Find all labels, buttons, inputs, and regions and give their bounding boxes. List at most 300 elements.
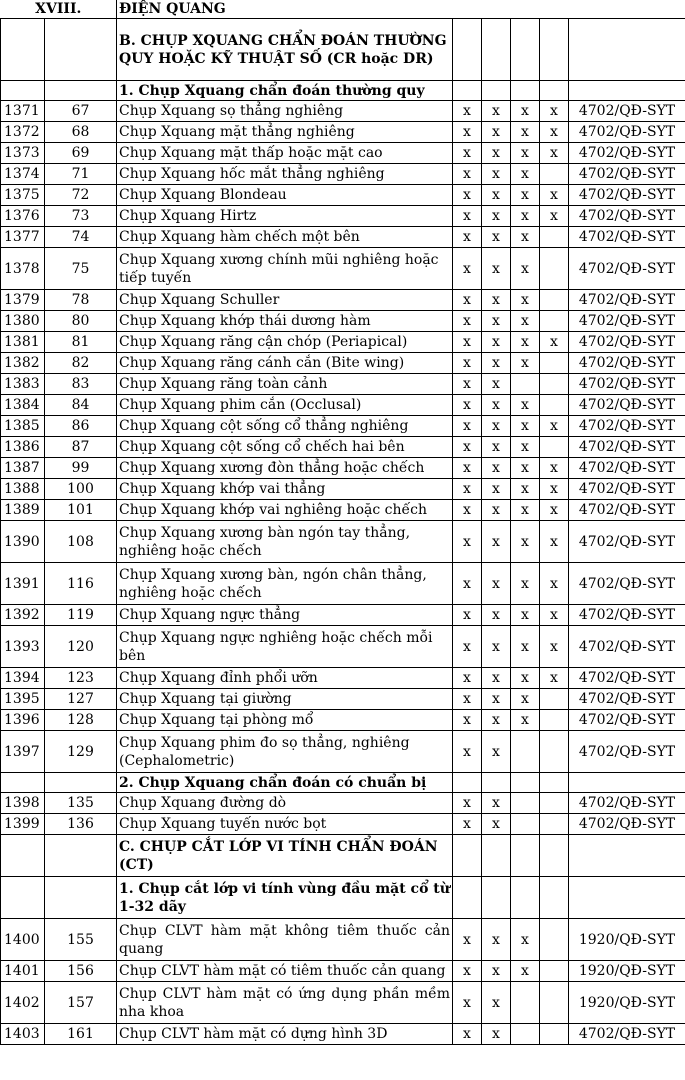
row-level-mark-c: x	[511, 206, 540, 227]
row-procedure-name: Chụp Xquang sọ thẳng nghiêng	[117, 101, 453, 122]
row-level-mark-c: x	[511, 311, 540, 332]
row-code-number: 72	[45, 185, 117, 206]
row-stt: 1381	[1, 332, 45, 353]
empty-cell	[482, 19, 511, 81]
row-stt: 1397	[1, 731, 45, 773]
row-procedure-name: Chụp Xquang tại giường	[117, 689, 453, 710]
table-row	[1, 353, 685, 374]
row-decision-code: 1920/QĐ-SYT	[569, 961, 685, 982]
row-level-mark-b: x	[482, 143, 511, 164]
empty-cell	[540, 81, 569, 101]
row-stt: 1395	[1, 689, 45, 710]
empty-cell	[1, 877, 45, 919]
row-level-mark-b: x	[482, 793, 511, 814]
row-decision-code: 4702/QĐ-SYT	[569, 227, 685, 248]
row-level-mark-b: x	[482, 605, 511, 626]
empty-cell	[453, 877, 482, 919]
table-row	[1, 961, 685, 982]
row-level-mark-d: x	[540, 206, 569, 227]
row-stt: 1402	[1, 982, 45, 1024]
row-level-mark-d: x	[540, 479, 569, 500]
row-level-mark-d	[540, 374, 569, 395]
row-level-mark-c: x	[511, 605, 540, 626]
row-level-mark-b: x	[482, 689, 511, 710]
table-row	[1, 227, 685, 248]
row-level-mark-c	[511, 374, 540, 395]
table-row	[1, 689, 685, 710]
row-stt: 1377	[1, 227, 45, 248]
empty-cell	[45, 81, 117, 101]
row-level-mark-d: x	[540, 500, 569, 521]
row-level-mark-c: x	[511, 521, 540, 563]
row-code-number: 155	[45, 919, 117, 961]
row-level-mark-d: x	[540, 101, 569, 122]
empty-cell	[540, 773, 569, 793]
row-procedure-name: Chụp Xquang khớp vai thẳng	[117, 479, 453, 500]
row-level-mark-b: x	[482, 185, 511, 206]
row-stt: 1383	[1, 374, 45, 395]
row-procedure-name: Chụp Xquang răng toàn cảnh	[117, 374, 453, 395]
row-decision-code: 4702/QĐ-SYT	[569, 731, 685, 773]
row-procedure-name: Chụp CLVT hàm mặt có dựng hình 3D	[117, 1024, 453, 1045]
row-level-mark-a: x	[453, 206, 482, 227]
row-stt: 1382	[1, 353, 45, 374]
empty-cell	[540, 877, 569, 919]
row-level-mark-b: x	[482, 353, 511, 374]
row-level-mark-c: x	[511, 290, 540, 311]
row-level-mark-c: x	[511, 689, 540, 710]
row-level-mark-d: x	[540, 122, 569, 143]
row-stt: 1401	[1, 961, 45, 982]
row-level-mark-d	[540, 919, 569, 961]
row-stt: 1396	[1, 710, 45, 731]
row-level-mark-a: x	[453, 374, 482, 395]
table-row	[1, 332, 685, 353]
table-row	[1, 710, 685, 731]
chapter-title: ĐIỆN QUANG	[117, 0, 685, 19]
table-row	[1, 479, 685, 500]
empty-cell	[569, 773, 685, 793]
table-row	[1, 143, 685, 164]
row-level-mark-d	[540, 227, 569, 248]
row-level-mark-d: x	[540, 605, 569, 626]
table-row	[1, 248, 685, 290]
subsection-heading-row	[1, 877, 685, 919]
row-level-mark-a: x	[453, 290, 482, 311]
table-row	[1, 416, 685, 437]
row-level-mark-a: x	[453, 919, 482, 961]
row-level-mark-b: x	[482, 164, 511, 185]
row-procedure-name: Chụp CLVT hàm mặt có ứng dụng phần mềm nha khoa	[117, 982, 453, 1024]
row-level-mark-c	[511, 1024, 540, 1045]
row-decision-code: 4702/QĐ-SYT	[569, 122, 685, 143]
row-decision-code: 4702/QĐ-SYT	[569, 1024, 685, 1045]
empty-cell	[45, 835, 117, 877]
row-code-number: 100	[45, 479, 117, 500]
row-level-mark-a: x	[453, 227, 482, 248]
row-level-mark-c: x	[511, 332, 540, 353]
row-level-mark-b: x	[482, 416, 511, 437]
row-decision-code: 4702/QĐ-SYT	[569, 101, 685, 122]
row-decision-code: 4702/QĐ-SYT	[569, 605, 685, 626]
empty-cell	[453, 773, 482, 793]
section-heading-row	[1, 835, 685, 877]
row-code-number: 86	[45, 416, 117, 437]
row-procedure-name: Chụp Xquang cột sống cổ thẳng nghiêng	[117, 416, 453, 437]
row-procedure-name: Chụp Xquang Blondeau	[117, 185, 453, 206]
row-code-number: 135	[45, 793, 117, 814]
row-decision-code: 4702/QĐ-SYT	[569, 332, 685, 353]
row-stt: 1398	[1, 793, 45, 814]
row-code-number: 156	[45, 961, 117, 982]
row-level-mark-a: x	[453, 1024, 482, 1045]
row-procedure-name: Chụp Xquang hàm chếch một bên	[117, 227, 453, 248]
row-level-mark-c: x	[511, 919, 540, 961]
row-decision-code: 4702/QĐ-SYT	[569, 437, 685, 458]
row-level-mark-a: x	[453, 332, 482, 353]
row-decision-code: 4702/QĐ-SYT	[569, 395, 685, 416]
table-row	[1, 185, 685, 206]
row-procedure-name: Chụp Xquang tại phòng mổ	[117, 710, 453, 731]
row-level-mark-c: x	[511, 353, 540, 374]
table-row	[1, 731, 685, 773]
row-level-mark-b: x	[482, 122, 511, 143]
row-stt: 1385	[1, 416, 45, 437]
row-code-number: 75	[45, 248, 117, 290]
chapter-row	[1, 0, 685, 19]
row-procedure-name: Chụp Xquang hốc mắt thẳng nghiêng	[117, 164, 453, 185]
row-level-mark-a: x	[453, 500, 482, 521]
row-level-mark-a: x	[453, 793, 482, 814]
row-level-mark-d	[540, 689, 569, 710]
row-level-mark-a: x	[453, 710, 482, 731]
row-stt: 1393	[1, 626, 45, 668]
row-decision-code: 4702/QĐ-SYT	[569, 143, 685, 164]
row-code-number: 129	[45, 731, 117, 773]
row-decision-code: 4702/QĐ-SYT	[569, 500, 685, 521]
row-level-mark-b: x	[482, 521, 511, 563]
row-decision-code: 4702/QĐ-SYT	[569, 416, 685, 437]
row-level-mark-d	[540, 1024, 569, 1045]
row-stt: 1374	[1, 164, 45, 185]
row-level-mark-b: x	[482, 814, 511, 835]
row-decision-code: 4702/QĐ-SYT	[569, 521, 685, 563]
row-stt: 1387	[1, 458, 45, 479]
row-procedure-name: Chụp Xquang đỉnh phổi ưỡn	[117, 668, 453, 689]
row-decision-code: 1920/QĐ-SYT	[569, 919, 685, 961]
row-level-mark-a: x	[453, 605, 482, 626]
row-procedure-name: Chụp Xquang mặt thấp hoặc mặt cao	[117, 143, 453, 164]
row-stt: 1372	[1, 122, 45, 143]
row-procedure-name: Chụp Xquang ngực nghiêng hoặc chếch mỗi bên	[117, 626, 453, 668]
row-decision-code: 4702/QĐ-SYT	[569, 374, 685, 395]
empty-cell	[45, 19, 117, 81]
table-row	[1, 374, 685, 395]
empty-cell	[540, 835, 569, 877]
section-heading-row	[1, 19, 685, 81]
table-row	[1, 395, 685, 416]
row-level-mark-c	[511, 982, 540, 1024]
row-code-number: 67	[45, 101, 117, 122]
row-code-number: 161	[45, 1024, 117, 1045]
row-code-number: 78	[45, 290, 117, 311]
table-row	[1, 626, 685, 668]
row-code-number: 73	[45, 206, 117, 227]
row-level-mark-c: x	[511, 563, 540, 605]
row-stt: 1376	[1, 206, 45, 227]
table-row	[1, 668, 685, 689]
row-level-mark-b: x	[482, 1024, 511, 1045]
row-decision-code: 4702/QĐ-SYT	[569, 563, 685, 605]
row-level-mark-c: x	[511, 479, 540, 500]
row-decision-code: 1920/QĐ-SYT	[569, 982, 685, 1024]
subsection-heading-row	[1, 81, 685, 101]
row-procedure-name: Chụp CLVT hàm mặt có tiêm thuốc cản quang	[117, 961, 453, 982]
empty-cell	[511, 877, 540, 919]
row-level-mark-c: x	[511, 416, 540, 437]
empty-cell	[482, 773, 511, 793]
row-level-mark-b: x	[482, 374, 511, 395]
row-procedure-name: Chụp Xquang khớp thái dương hàm	[117, 311, 453, 332]
row-stt: 1379	[1, 290, 45, 311]
row-decision-code: 4702/QĐ-SYT	[569, 689, 685, 710]
empty-cell	[453, 19, 482, 81]
row-level-mark-d: x	[540, 416, 569, 437]
row-code-number: 69	[45, 143, 117, 164]
row-procedure-name: Chụp Xquang mặt thẳng nghiêng	[117, 122, 453, 143]
row-decision-code: 4702/QĐ-SYT	[569, 710, 685, 731]
row-level-mark-a: x	[453, 311, 482, 332]
row-level-mark-d	[540, 395, 569, 416]
row-level-mark-a: x	[453, 731, 482, 773]
empty-cell	[45, 773, 117, 793]
row-code-number: 84	[45, 395, 117, 416]
table-row	[1, 605, 685, 626]
row-code-number: 83	[45, 374, 117, 395]
row-level-mark-d	[540, 710, 569, 731]
row-decision-code: 4702/QĐ-SYT	[569, 458, 685, 479]
row-code-number: 74	[45, 227, 117, 248]
empty-cell	[453, 835, 482, 877]
row-level-mark-d: x	[540, 521, 569, 563]
row-level-mark-b: x	[482, 982, 511, 1024]
row-code-number: 71	[45, 164, 117, 185]
row-level-mark-a: x	[453, 458, 482, 479]
row-level-mark-b: x	[482, 395, 511, 416]
row-level-mark-a: x	[453, 185, 482, 206]
row-stt: 1403	[1, 1024, 45, 1045]
empty-cell	[569, 835, 685, 877]
row-level-mark-b: x	[482, 437, 511, 458]
empty-cell	[482, 835, 511, 877]
row-level-mark-c: x	[511, 185, 540, 206]
row-level-mark-b: x	[482, 311, 511, 332]
row-procedure-name: Chụp Xquang xương đòn thẳng hoặc chếch	[117, 458, 453, 479]
row-decision-code: 4702/QĐ-SYT	[569, 164, 685, 185]
subsection-heading: 1. Chụp cắt lớp vi tính vùng đầu mặt cổ từ 1-32 dãy	[117, 877, 453, 919]
row-level-mark-a: x	[453, 437, 482, 458]
row-level-mark-a: x	[453, 248, 482, 290]
row-stt: 1400	[1, 919, 45, 961]
row-code-number: 82	[45, 353, 117, 374]
row-code-number: 136	[45, 814, 117, 835]
row-decision-code: 4702/QĐ-SYT	[569, 311, 685, 332]
empty-cell	[569, 877, 685, 919]
empty-cell	[45, 877, 117, 919]
row-level-mark-d: x	[540, 668, 569, 689]
row-code-number: 116	[45, 563, 117, 605]
table-row	[1, 437, 685, 458]
row-level-mark-c: x	[511, 500, 540, 521]
row-level-mark-d: x	[540, 332, 569, 353]
row-decision-code: 4702/QĐ-SYT	[569, 206, 685, 227]
row-code-number: 101	[45, 500, 117, 521]
row-level-mark-b: x	[482, 101, 511, 122]
table-row	[1, 563, 685, 605]
row-level-mark-a: x	[453, 563, 482, 605]
row-level-mark-b: x	[482, 206, 511, 227]
row-level-mark-d	[540, 982, 569, 1024]
empty-cell	[453, 81, 482, 101]
table-row	[1, 500, 685, 521]
row-procedure-name: Chụp Xquang khớp vai nghiêng hoặc chếch	[117, 500, 453, 521]
table-row	[1, 458, 685, 479]
row-level-mark-a: x	[453, 479, 482, 500]
row-level-mark-c: x	[511, 164, 540, 185]
row-level-mark-b: x	[482, 290, 511, 311]
row-level-mark-d: x	[540, 458, 569, 479]
row-stt: 1373	[1, 143, 45, 164]
row-stt: 1389	[1, 500, 45, 521]
section-heading: B. CHỤP XQUANG CHẨN ĐOÁN THƯỜNG QUY HOẶC KỸ THUẬT SỐ (CR hoặc DR)	[117, 19, 453, 81]
row-level-mark-c: x	[511, 227, 540, 248]
row-level-mark-d: x	[540, 143, 569, 164]
row-level-mark-d: x	[540, 563, 569, 605]
table-row	[1, 982, 685, 1024]
row-level-mark-c: x	[511, 101, 540, 122]
row-code-number: 127	[45, 689, 117, 710]
section-heading: C. CHỤP CẮT LỚP VI TÍNH CHẨN ĐOÁN (CT)	[117, 835, 453, 877]
row-stt: 1386	[1, 437, 45, 458]
row-level-mark-d	[540, 311, 569, 332]
row-level-mark-c	[511, 814, 540, 835]
row-stt: 1390	[1, 521, 45, 563]
table-row	[1, 101, 685, 122]
chapter-number: XVIII.	[1, 0, 117, 19]
row-code-number: 108	[45, 521, 117, 563]
row-level-mark-a: x	[453, 668, 482, 689]
row-level-mark-b: x	[482, 500, 511, 521]
row-procedure-name: Chụp Xquang Hirtz	[117, 206, 453, 227]
row-level-mark-a: x	[453, 164, 482, 185]
table-row	[1, 1024, 685, 1045]
row-level-mark-b: x	[482, 563, 511, 605]
row-level-mark-b: x	[482, 332, 511, 353]
row-stt: 1378	[1, 248, 45, 290]
row-decision-code: 4702/QĐ-SYT	[569, 290, 685, 311]
row-procedure-name: Chụp Xquang phim cắn (Occlusal)	[117, 395, 453, 416]
row-level-mark-d	[540, 437, 569, 458]
row-stt: 1394	[1, 668, 45, 689]
table-row	[1, 164, 685, 185]
row-decision-code: 4702/QĐ-SYT	[569, 353, 685, 374]
row-level-mark-d: x	[540, 185, 569, 206]
row-code-number: 99	[45, 458, 117, 479]
empty-cell	[482, 877, 511, 919]
row-level-mark-a: x	[453, 416, 482, 437]
row-procedure-name: Chụp Xquang tuyến nước bọt	[117, 814, 453, 835]
empty-cell	[1, 19, 45, 81]
row-level-mark-c: x	[511, 143, 540, 164]
row-level-mark-d	[540, 961, 569, 982]
row-level-mark-d	[540, 793, 569, 814]
row-code-number: 80	[45, 311, 117, 332]
row-level-mark-a: x	[453, 814, 482, 835]
table-row	[1, 793, 685, 814]
row-code-number: 128	[45, 710, 117, 731]
row-level-mark-d	[540, 814, 569, 835]
row-level-mark-c: x	[511, 961, 540, 982]
row-level-mark-a: x	[453, 143, 482, 164]
empty-cell	[511, 19, 540, 81]
row-procedure-name: Chụp Xquang ngực thẳng	[117, 605, 453, 626]
empty-cell	[482, 81, 511, 101]
row-stt: 1371	[1, 101, 45, 122]
row-level-mark-a: x	[453, 521, 482, 563]
row-stt: 1384	[1, 395, 45, 416]
empty-cell	[511, 835, 540, 877]
table-row	[1, 814, 685, 835]
row-level-mark-b: x	[482, 626, 511, 668]
table-row	[1, 206, 685, 227]
row-level-mark-a: x	[453, 395, 482, 416]
row-procedure-name: Chụp Xquang đường dò	[117, 793, 453, 814]
row-level-mark-b: x	[482, 458, 511, 479]
row-procedure-name: Chụp Xquang xương chính mũi nghiêng hoặc tiếp tuyến	[117, 248, 453, 290]
row-level-mark-d: x	[540, 626, 569, 668]
table-row	[1, 311, 685, 332]
row-code-number: 68	[45, 122, 117, 143]
row-level-mark-c	[511, 793, 540, 814]
row-level-mark-c: x	[511, 395, 540, 416]
row-level-mark-b: x	[482, 479, 511, 500]
row-level-mark-d	[540, 290, 569, 311]
empty-cell	[511, 81, 540, 101]
row-level-mark-a: x	[453, 122, 482, 143]
row-code-number: 119	[45, 605, 117, 626]
row-level-mark-c: x	[511, 458, 540, 479]
row-level-mark-b: x	[482, 668, 511, 689]
empty-cell	[1, 773, 45, 793]
row-stt: 1388	[1, 479, 45, 500]
row-level-mark-a: x	[453, 689, 482, 710]
row-procedure-name: Chụp Xquang răng cánh cắn (Bite wing)	[117, 353, 453, 374]
row-stt: 1391	[1, 563, 45, 605]
table-row	[1, 919, 685, 961]
row-level-mark-c: x	[511, 122, 540, 143]
row-decision-code: 4702/QĐ-SYT	[569, 248, 685, 290]
row-level-mark-c: x	[511, 668, 540, 689]
row-procedure-name: Chụp Xquang xương bàn, ngón chân thẳng, nghiêng hoặc chếch	[117, 563, 453, 605]
row-decision-code: 4702/QĐ-SYT	[569, 814, 685, 835]
row-procedure-name: Chụp Xquang cột sống cổ chếch hai bên	[117, 437, 453, 458]
row-level-mark-b: x	[482, 961, 511, 982]
empty-cell	[511, 773, 540, 793]
empty-cell	[1, 835, 45, 877]
row-procedure-name: Chụp Xquang phim đo sọ thẳng, nghiêng (Cephalometric)	[117, 731, 453, 773]
row-level-mark-d	[540, 353, 569, 374]
empty-cell	[569, 19, 685, 81]
